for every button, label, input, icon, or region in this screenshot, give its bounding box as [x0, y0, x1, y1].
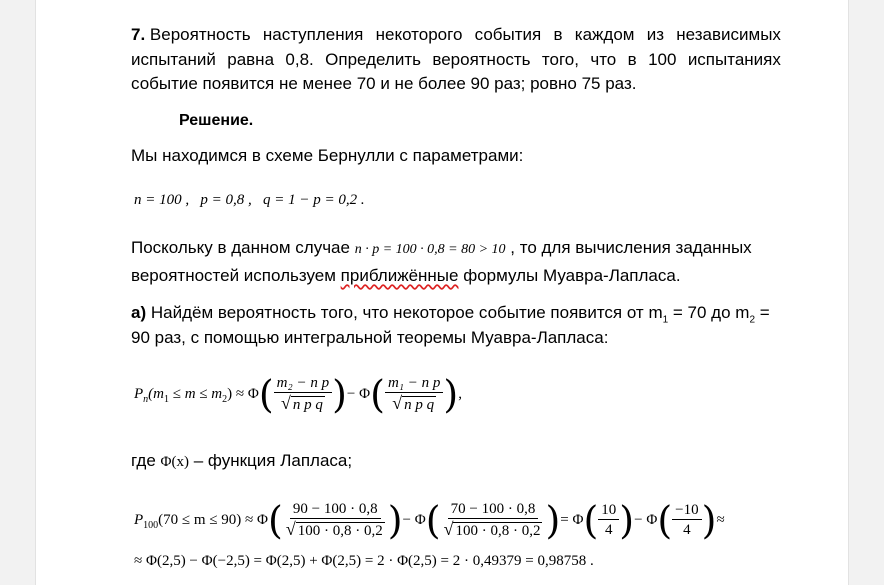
part-a-line-2: 90 раз, с помощью интегральной теоремы Муавра-Лапласа:: [131, 328, 609, 347]
since-line-2: вероятностей используем приближённые формулы Муавра-Лапласа.: [131, 266, 681, 285]
problem-number: 7.: [131, 25, 146, 44]
fraction: $\frac{\text{m₂ − n p}}{\text{√ n p q}}$: [274, 374, 332, 415]
laplace-line: где Φ(x) – функция Лапласа;: [131, 451, 353, 470]
problem-line-3: событие появится не менее 70 и не более 90 раз; ровно 75 раз.: [131, 74, 637, 93]
general-formula: $P_n(m_1 \le m \le m_2) \approx \Phi$( $\frac{\text{m₂ − n p}}{\text{√ n p q}}$ )− Φ( $\frac{\text{m₁ − n p}}{\text{√ n p q}}$ ),: [134, 372, 462, 417]
fraction: $\frac{90 - 100 \cdot 0,8}{√ 100 \cdot 0,8 \cdot 0,2}$: [285, 501, 383, 540]
params-formula: n = 100 , p = 0,8 , q = 1 − p = 0,2 .: [134, 192, 365, 208]
part-a-line-1: а) Найдём вероятность того, что некоторое событие появится от $m_1 = 70$ до $m_2$ =: [131, 303, 770, 326]
calc-formula-line-1: $P_{100}(70 \le m \le 90) \approx \Phi$( $\frac{90 - 100 \cdot 0,8}{√ 100 \cdot 0,8 \cdot 0,2}$ )− Φ( $\frac{70 - 100 \cdot 0,8}{√ 100 \cdot 0,8 \cdot 0,2}$ )= Φ( $\frac{10}{4}$ )− Φ( $\frac{-10}{4}$ )≈: [134, 498, 725, 543]
page-left-edge: [35, 0, 36, 585]
bernoulli-text: Мы находимся в схеме Бернулли с параметрами:: [131, 146, 524, 165]
fraction: $\frac{70 - 100 \cdot 0,8}{√ 100 \cdot 0,8 \cdot 0,2}$: [443, 501, 541, 540]
calc-formula-line-2: ≈ Φ(2,5) − Φ(−2,5) = Φ(2,5) + Φ(2,5) = 2 · Φ(2,5) = 2 · 0,49379 = 0,98758 .: [134, 553, 594, 569]
solution-heading: Решение.: [179, 112, 254, 129]
problem-line-1: 7. Вероятность наступления некоторого события в каждом из независимых: [131, 25, 781, 44]
part-a-label: а): [131, 303, 147, 322]
since-formula: n · p = 100 · 0,8 = 80 > 10: [354, 242, 506, 257]
problem-line-2: испытаний равна 0,8. Определить вероятность того, что в 100 испытаниях: [131, 50, 781, 69]
since-line-1: Поскольку в данном случае n · p = 100 · 0,8 = 80 > 10 , то для вычисления заданных: [131, 238, 752, 257]
fraction: $\frac{10}{4}$: [598, 501, 619, 540]
page-right-edge: [848, 0, 849, 585]
fraction: $\frac{\text{m₁ − n p}}{\text{√ n p q}}$: [385, 374, 443, 415]
fraction: $\frac{-10}{4}$: [672, 501, 701, 540]
spellcheck-word[interactable]: приближённые: [340, 266, 459, 285]
